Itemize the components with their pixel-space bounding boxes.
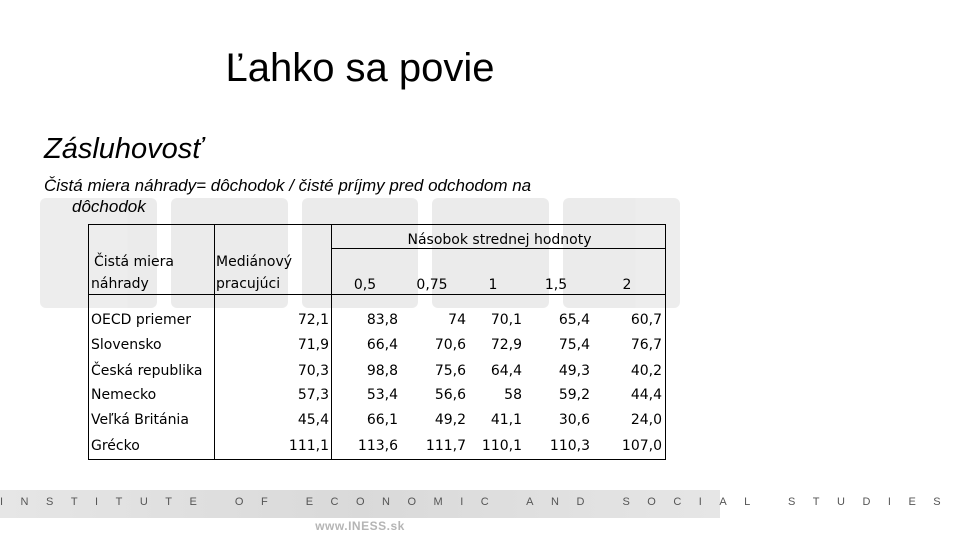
header-median-line1: Mediánový (216, 254, 293, 270)
row-value-0-75: 56,6 (434, 387, 466, 403)
row-country: Slovensko (91, 337, 162, 353)
row-value-2: 76,7 (630, 337, 662, 353)
row-value-0-5: 98,8 (366, 363, 398, 379)
row-country: Česká republika (91, 363, 203, 379)
row-value-1-5: 65,4 (558, 312, 590, 328)
row-value-1: 58 (504, 387, 522, 403)
table-divider-col1 (214, 224, 215, 460)
slide-subtitle: Zásluhovosť (44, 133, 203, 165)
table-border-bottom (88, 459, 666, 460)
header-multiple: Násobok strednej hodnoty (407, 232, 592, 248)
row-median: 111,1 (288, 438, 329, 454)
header-multiple-1-5: 1,5 (544, 277, 568, 293)
header-multiple-0-5: 0,5 (353, 277, 377, 293)
row-value-0-75: 49,2 (434, 412, 466, 428)
row-value-1: 41,1 (490, 412, 522, 428)
row-country: Grécko (91, 438, 140, 454)
header-multiple-2: 2 (622, 277, 632, 293)
row-value-1-5: 110,3 (549, 438, 590, 454)
row-value-0-5: 113,6 (357, 438, 398, 454)
row-country: OECD priemer (91, 312, 192, 328)
table-border-top (88, 224, 666, 225)
row-value-0-75: 75,6 (434, 363, 466, 379)
table-divider-header (88, 294, 666, 295)
row-value-2: 60,7 (630, 312, 662, 328)
header-replacement-rate-line2: náhrady (91, 276, 149, 292)
header-multiple-0-75: 0,75 (416, 277, 448, 293)
row-value-1: 72,9 (490, 337, 522, 353)
row-value-1: 110,1 (481, 438, 522, 454)
row-value-1: 70,1 (490, 312, 522, 328)
row-value-2: 107,0 (621, 438, 662, 454)
row-value-0-5: 83,8 (366, 312, 398, 328)
row-median: 57,3 (297, 387, 329, 403)
row-median: 71,9 (297, 337, 329, 353)
row-value-0-5: 66,4 (366, 337, 398, 353)
row-value-2: 44,4 (630, 387, 662, 403)
row-country: Nemecko (91, 387, 157, 403)
table-divider-col2 (331, 224, 332, 460)
table-border-right (665, 224, 666, 460)
row-value-0-75: 74 (448, 312, 466, 328)
slide-description (44, 175, 644, 217)
row-value-0-75: 70,6 (434, 337, 466, 353)
row-value-1-5: 49,3 (558, 363, 590, 379)
description-line-2: dôchodok (72, 197, 146, 216)
description-line-1: Čistá miera náhrady= dôchodok / čisté príjmy pred odchodom na (44, 176, 532, 195)
footer-url: www.INESS.sk (315, 519, 405, 533)
row-value-2: 40,2 (630, 363, 662, 379)
slide-title: Ľahko sa povie (225, 46, 495, 90)
row-median: 45,4 (297, 412, 329, 428)
institute-name: INSTITUTE OF ECONOMIC AND SOCIAL STUDIES (0, 496, 958, 508)
row-value-0-75: 111,7 (425, 438, 466, 454)
replacement-rate-table (88, 224, 666, 460)
row-value-0-5: 66,1 (366, 412, 398, 428)
header-replacement-rate-line1: Čistá miera (94, 254, 174, 270)
row-value-1-5: 30,6 (558, 412, 590, 428)
row-median: 70,3 (297, 363, 329, 379)
row-value-1-5: 59,2 (558, 387, 590, 403)
row-median: 72,1 (297, 312, 329, 328)
table-border-left (88, 224, 89, 460)
row-value-2: 24,0 (630, 412, 662, 428)
header-multiple-1: 1 (488, 277, 498, 293)
row-country: Veľká Británia (91, 412, 189, 428)
row-value-1-5: 75,4 (558, 337, 590, 353)
header-median-line2: pracujúci (216, 276, 281, 292)
row-value-0-5: 53,4 (366, 387, 398, 403)
row-value-1: 64,4 (490, 363, 522, 379)
